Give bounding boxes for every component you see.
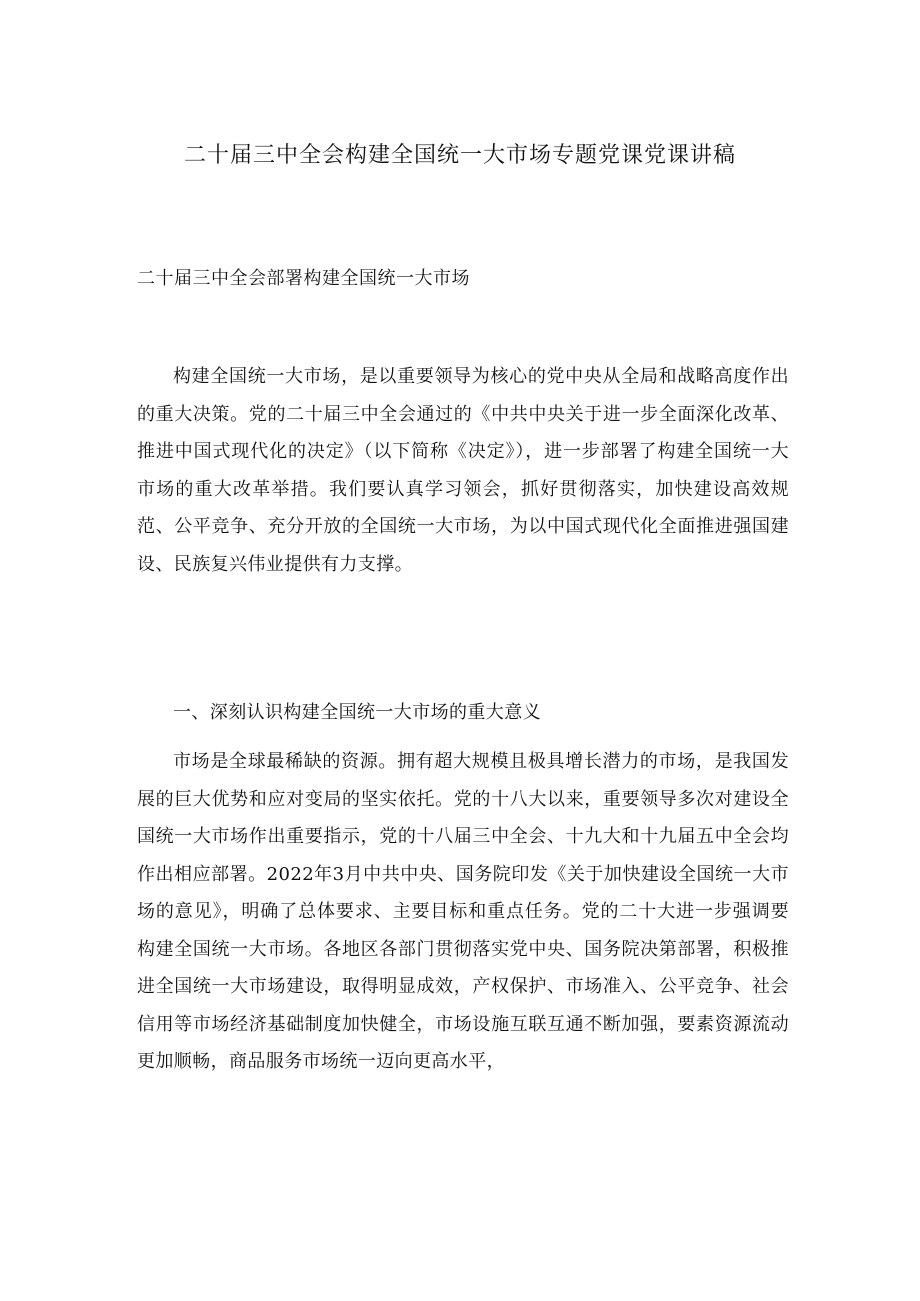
section-paragraph: 市场是全球最稀缺的资源。拥有超大规模且极具增长潜力的市场，是我国发展的巨大优势和应对变局的坚实依托。党的十八大以来，重要领导多次对建设全国统一大市场作出重要指示，党的十八届三中全会、十九大和十九届五中全会均作出相应部署。2022年3月中共中央、国务院印发《关于加快建设全国统一大市场的意见》，明确了总体要求、主要目标和重点任务。党的二十大进一步强调要构建全国统一大市场。各地区各部门贯彻落实党中央、国务院决第部署，积极推进全国统一大市场建设，取得明显成效，产权保护、市场准入、公平竞争、社会信用等市场经济基础制度加快健全，市场设施互联互通不断加强，要素资源流动更加顺畅，商品服务市场统一迈向更高水平， [137,751,789,1072]
document-title: 二十届三中全会构建全国统一大市场专题党课党课讲稿 [183,143,736,168]
section-heading: 一、深刻认识构建全国统一大市场的重大意义 [173,702,541,723]
intro-paragraph: 构建全国统一大市场，是以重要领导为核心的党中央从全局和战略高度作出的重大决策。党的二十届三中全会通过的《中共中央关于进一步全面深化改革、推进中国式现代化的决定》（以下简称《决定》），进一步部署了构建全国统一大市场的重大改革举措。我们要认真学习领会，抓好贯彻落实，加快建设高效规范、公平竞争、充分开放的全国统一大市场，为以中国式现代化全面推进强国建设、民族复兴伟业提供有力支撑。 [137,366,789,575]
document-subtitle: 二十届三中全会部署构建全国统一大市场 [137,268,470,289]
